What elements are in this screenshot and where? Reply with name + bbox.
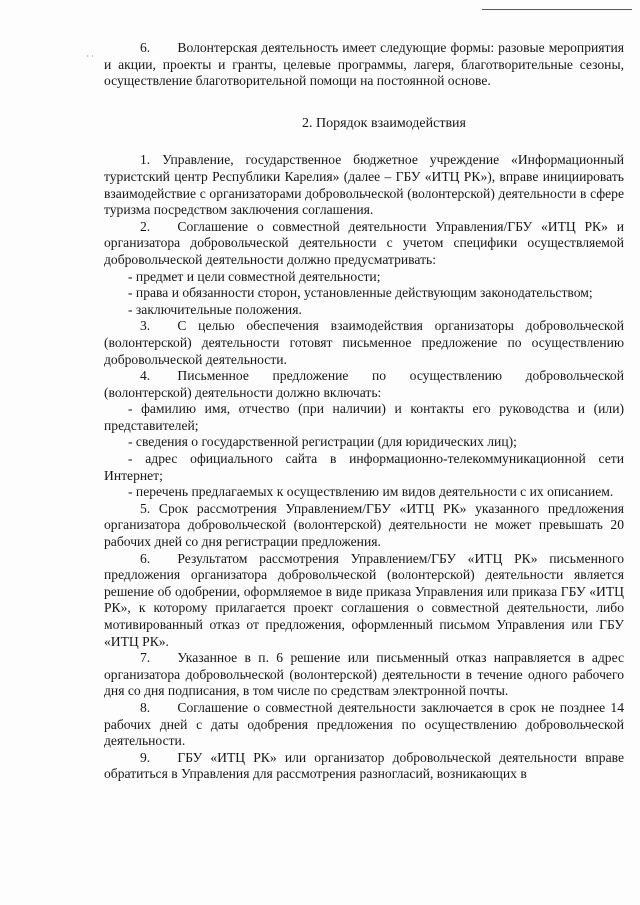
paragraph-item-5: 5. Срок рассмотрения Управлением/ГБУ «ИТЦ РК» указанного предложения организатора добровольческой (волонтерской) деятельности не может превышать 20 рабочих дней со дня регистрации предложения. <box>104 500 624 550</box>
list-item-website: - адрес официального сайта в информационно-телекоммуникационной сети Интернет; <box>104 451 624 483</box>
list-item-final: - заключительные положения. <box>128 301 302 317</box>
paragraph-item-9: 9. ГБУ «ИТЦ РК» или организатор добровольческой деятельности вправе обратиться в Управления для рассмотрения разногласий, возникающих в <box>104 749 624 782</box>
document-body <box>104 40 624 783</box>
list-item-rights: - права и обязанности сторон, установленные действующим законодательством; <box>128 285 593 301</box>
paragraph-item-8: 8. Соглашение о совместной деятельности заключается в срок не позднее 14 рабочих дней с даты одобрения предложения по осуществлению добровольческой деятельности. <box>104 699 624 749</box>
scan-edge-line <box>482 9 632 10</box>
paragraph-item-2: 2. Соглашение о совместной деятельности Управления/ГБУ «ИТЦ РК» и организатора добровольческой деятельности с учетом специфики осуществляемой добровольческой деятельности должно предусматривать: <box>104 218 624 267</box>
paragraph-item-6: 6. Результатом рассмотрения Управлением/ГБУ «ИТЦ РК» письменного предложения организатора добровольческой (волонтерской) деятельности является решение об одобрении, оформляемое в виде приказа Управления или приказа ГБУ «ИТЦ РК», к которому прилагается проект соглашения о совместной деятельности, либо мотивированный отказ от предложения, оформленный письмом Управления или ГБУ «ИТЦ РК». <box>104 550 624 649</box>
list-item-subject: - предмет и цели совместной деятельности; <box>128 268 381 284</box>
paragraph-forms: 6. Волонтерская деятельность имеет следующие формы: разовые мероприятия и акции, проекты и гранты, целевые программы, лагеря, благотворительные сезоны, осуществление благотворительной помощи на постоянной основе. <box>104 40 624 89</box>
paragraph-item-4: 4. Письменное предложение по осуществлению добровольческой (волонтерской) деятельности должно включать: <box>104 368 624 400</box>
list-item-name: - фамилию имя, отчество (при наличии) и контакты его руководства и (или) представителей; <box>104 401 624 433</box>
paragraph-item-3: 3. С целью обеспечения взаимодействия организаторы добровольческой (волонтерской) деятельности готовят письменное предложение по осуществлению добровольческой деятельности. <box>104 318 624 367</box>
list-item-activities: - перечень предлагаемых к осуществлению им видов деятельности с их описанием. <box>128 484 614 500</box>
paragraph-item-7: 7. Указанное в п. 6 решение или письменный отказ направляется в адрес организатора добровольческой (волонтерской) деятельности в течение одного рабочего дня со дня подписания, в том числе по средствам электронной почты. <box>104 650 624 699</box>
list-item-registration: - сведения о государственной регистрации (для юридических лиц); <box>128 434 517 450</box>
paragraph-item-1: 1. Управление, государственное бюджетное учреждение «Информационный туристский центр Республики Карелия» (далее – ГБУ «ИТЦ РК»), вправе инициировать взаимодействие с организаторами добровольческой (волонтерской) деятельности в сфере туризма посредством заключения соглашения. <box>104 152 624 218</box>
scan-speck: · · <box>86 52 94 61</box>
section-title: 2. Порядок взаимодействия <box>302 115 466 131</box>
